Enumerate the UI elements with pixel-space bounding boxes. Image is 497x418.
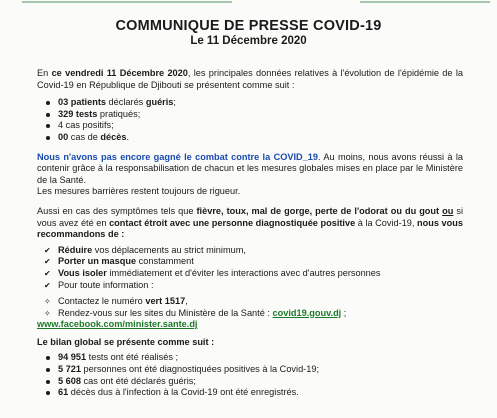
facebook-link[interactable]: www.facebook.com/minister.sante.dj xyxy=(37,319,198,330)
checkmark-icon: ✔ xyxy=(44,245,51,255)
list-item: ✧ Contactez le numéro vert 1517, xyxy=(44,296,188,307)
ministry-site-link[interactable]: covid19.gouv.dj xyxy=(272,307,342,318)
recommendation-list xyxy=(37,245,463,291)
document-date: Le 11 Décembre 2020 xyxy=(190,35,307,47)
arrow-icon: ✧ xyxy=(44,297,51,307)
list-item: 329 tests pratiqués; xyxy=(37,109,463,121)
fight-statement: Nous n'avons pas encore gagné le combat contre la COVID_19 xyxy=(37,151,318,162)
list-item: 00 cas de décès. xyxy=(37,132,463,144)
bullet-icon xyxy=(46,101,50,105)
global-title: Le bilan global se présente comme suit : xyxy=(37,336,215,347)
letterhead-rule-left xyxy=(22,1,232,3)
intro-paragraph xyxy=(37,68,463,91)
barriers-paragraph: Les mesures barrières restent toujours de rigueur. xyxy=(37,186,241,197)
list-item: 61 décès dus à l'infection à la Covid-19 ont été enregistrés. xyxy=(37,387,463,399)
document-header xyxy=(0,18,497,47)
list-item: ✔ Pour toute information : xyxy=(44,279,154,290)
arrow-icon: ✧ xyxy=(44,308,51,318)
list-item: 94 951 tests ont été réalisés ; xyxy=(37,352,463,364)
list-item: ✔ Vous isoler immédiatement et d'éviter les interactions avec d'autres personnes xyxy=(44,267,381,278)
fight-paragraph xyxy=(37,152,463,187)
list-item: ✧ Rendez-vous sur les sites du Ministère de la Santé : covid19.gouv.dj ; xyxy=(44,307,347,318)
symptoms-text: fièvre, toux, mal de gorge, perte de l'odorat ou du gout xyxy=(196,205,440,216)
letterhead-rule-right xyxy=(360,1,490,3)
bullet-icon xyxy=(46,368,50,372)
list-item: 03 patients déclarés guéris; xyxy=(37,97,463,109)
list-item: 4 cas positifs; xyxy=(37,120,463,132)
daily-list xyxy=(37,97,463,143)
list-item: ✔ Porter un masque constamment xyxy=(44,256,194,267)
advice-paragraph: Aussi en cas des symptômes tels que fièvre, toux, mal de gorge, perte de l'odorat ou du gout ou si vous avez été en contact étroit avec une personne diagnostiquée positive à la Covid-19, nous vous recommandons de : xyxy=(37,205,463,240)
checkmark-icon: ✔ xyxy=(44,268,51,278)
bullet-icon xyxy=(46,391,50,395)
fight-rest: . Au moins, nous avons réussi à la contenir grâce à la responsabilisation de chacun et les mesures globales mises en place par le Ministère de la Santé. xyxy=(37,151,464,185)
list-item: 5 721 personnes ont été diagnostiquées positives à la Covid-19; xyxy=(37,364,463,376)
list-item: 5 608 cas ont été déclarés guéris; xyxy=(37,376,463,388)
bullet-icon xyxy=(46,136,50,140)
checkmark-icon: ✔ xyxy=(44,257,51,267)
bullet-icon xyxy=(46,124,50,128)
bullet-icon xyxy=(46,113,50,117)
intro-rest: , les principales données relatives à l'évolution de l'épidémie de la Covid-19 en République de Djibouti se présentent comme suit : xyxy=(37,68,463,90)
checkmark-icon: ✔ xyxy=(44,280,51,290)
letterhead-rule xyxy=(0,0,497,8)
global-list xyxy=(37,352,463,398)
intro-start: En xyxy=(37,68,49,78)
intro-date: ce vendredi 11 Décembre 2020 xyxy=(51,68,188,78)
bullet-icon xyxy=(46,356,50,360)
contact-list xyxy=(37,296,463,319)
bullet-icon xyxy=(46,380,50,384)
document-title: COMMUNIQUE DE PRESSE COVID-19 xyxy=(115,18,382,34)
list-item: ✔ Réduire vos déplacements au strict minimum, xyxy=(44,244,246,255)
document-body xyxy=(37,68,463,399)
contact-text: contact étroit avec une personne diagnostiquée positive xyxy=(109,217,356,228)
